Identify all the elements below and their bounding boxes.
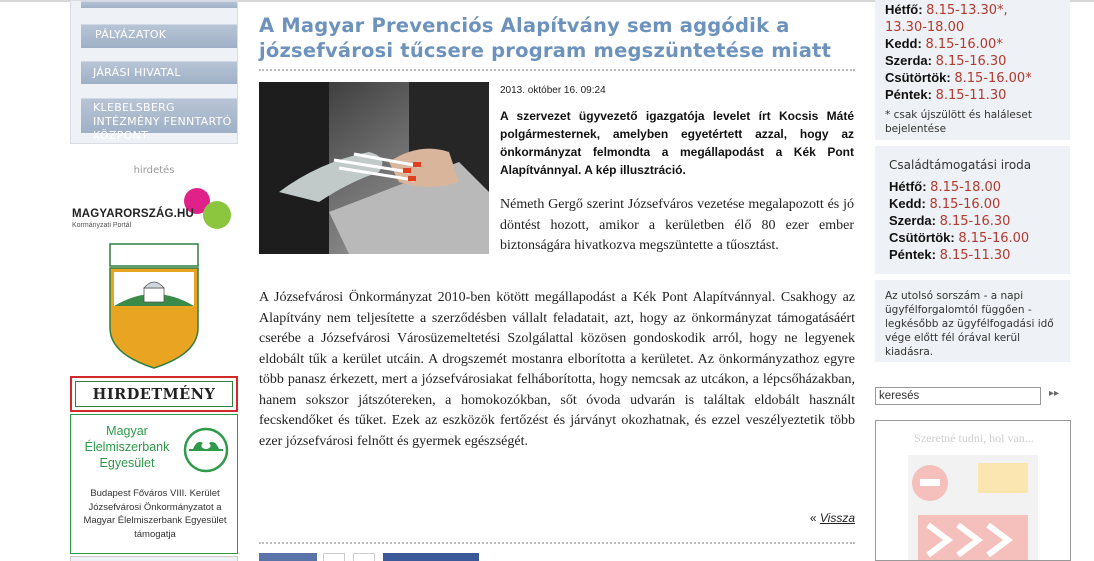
hours-time: 8.15-16.00 xyxy=(929,197,1001,212)
office-title: Családtámogatási iroda xyxy=(889,158,1032,172)
hours-day: Péntek: xyxy=(885,87,932,102)
back-link[interactable]: Vissza xyxy=(819,511,855,525)
hours-time: 13.30-18.00 xyxy=(885,20,965,35)
hours-time: 8.15-13.30*, xyxy=(926,3,1008,18)
article-lead: A szervezet ügyvezető igazgatója levelet írt Kocsis Máté polgármesternek, amelyben egyetértett azzal, hogy az önkormányzat felmondta a megállapodást a Kék Pont Alapítvánnyal. A kép illusztráció. xyxy=(500,109,854,177)
nav-item-jarasi-hivatal[interactable] xyxy=(81,61,237,84)
left-bottom-box xyxy=(70,556,238,561)
hours-time: 8.15-11.30 xyxy=(935,88,1007,103)
hours-row xyxy=(889,178,1001,196)
nav-item-ugyintezes[interactable] xyxy=(81,1,237,8)
hours-day: Csütörtök: xyxy=(885,70,951,85)
hours-row xyxy=(889,212,1010,230)
hours-row xyxy=(889,195,1000,213)
back-link-row xyxy=(810,511,855,525)
divider xyxy=(259,69,855,71)
hours-day: Hétfő: xyxy=(889,179,927,194)
ad-label: hirdetés xyxy=(133,165,175,176)
hours-day: Kedd: xyxy=(889,196,926,211)
hours-row xyxy=(885,35,1003,53)
nav-item-klebelsberg[interactable] xyxy=(81,98,237,142)
article-paragraph: A Józsefvárosi Önkormányzat 2010-ben kötött megállapodást a Kék Pont Alapítvánnyal. Csakhogy az Alapítvány nem teljesítette a szerződésben vállalt feladatait, azt, hogy az önkormányzat támogatásáért cserébe a Józsefvárosi Városüzemeltetési Szolgálattal közösen gondoskodik arról, hogy ne legyenek eldobált tűk a kerület utcáin. A drogszemét mostanra elborította a kerületet. Az önkormányzathoz egyre több panasz érkezett, mert a józsefvárosiakat felháborította, hogy nemcsak az utcákon, a lépcsőházakban, hanem sokszor játszótereken, a homokozókban, sőt óvoda udvarán is találtak eldobált használt fecskendőket és tűket. Ezek az eszközök fertőzést és járványt okozhatnak, és ezzel veszélyeztetik több ezer józsefvárosi felnőtt és gyermek egészségét. xyxy=(259,290,855,449)
foodbank-ad[interactable] xyxy=(70,414,238,554)
mohu-subtitle: Kormányzati Portál xyxy=(72,222,132,229)
hours-day: Kedd: xyxy=(885,36,922,51)
hours-day: Hétfő: xyxy=(885,2,923,17)
hours-time: 8.15-16.00* xyxy=(954,71,1032,86)
nav-item-label: PÁLYÁZATOK xyxy=(95,28,167,41)
tisztviselotelepi-crest[interactable] xyxy=(106,242,202,370)
hours-day: Péntek: xyxy=(889,247,936,262)
side-banner[interactable] xyxy=(875,420,1071,561)
hours-time: 8.15-16.00 xyxy=(958,231,1030,246)
article-photo xyxy=(259,82,489,254)
hours-time: 8.15-16.30 xyxy=(935,54,1007,69)
hours-day: Szerda: xyxy=(885,53,932,68)
foodbank-title: Magyar Élelmiszerbank Egyesület xyxy=(84,424,170,470)
foodbank-logo-icon xyxy=(183,427,229,473)
google-plus-button[interactable] xyxy=(353,553,375,561)
search-input[interactable] xyxy=(875,387,1041,405)
foodbank-description: Budapest Főváros VIII. Kerület Józsefvárosi Önkormányzatot a Magyar Élelmiszerbank Egyesület támogatja xyxy=(83,488,227,540)
family-support-office-panel xyxy=(875,146,1070,274)
hirdetmeny-label: HIRDETMÉNY xyxy=(75,381,233,407)
office-hours-panel xyxy=(875,0,1070,140)
back-arrow: « xyxy=(809,511,817,525)
article-paragraph: Németh Gergő szerint Józsefváros vezetése megalapozott és jó döntést hozott, amikor a kerületben élő 80 ezer ember biztonságára hivatkozva megszüntette a tűosztást. xyxy=(500,197,854,253)
search-button[interactable]: ▸▸ xyxy=(1049,388,1060,399)
crest-icon xyxy=(106,242,202,370)
banner-text: Szeretné tudni, hol van... xyxy=(914,431,1034,445)
recommend-button[interactable] xyxy=(383,553,479,561)
hours-row xyxy=(885,86,1006,104)
hours-day: Csütörtök: xyxy=(889,230,955,245)
nav-item-label: JÁRÁSI HIVATAL xyxy=(93,66,181,79)
nav-panel xyxy=(70,0,238,144)
syringes-photo-image xyxy=(259,82,489,254)
hours-day: Szerda: xyxy=(889,213,936,228)
hours-row xyxy=(885,18,964,36)
hours-time: 8.15-11.30 xyxy=(939,248,1011,263)
hours-time: 8.15-18.00 xyxy=(930,180,1002,195)
hours-row xyxy=(885,52,1006,70)
article-date: 2013. október 16. 09:24 xyxy=(500,85,606,96)
queue-note-panel xyxy=(875,280,1070,362)
hours-row xyxy=(889,246,1010,264)
nav-item-label xyxy=(84,1,237,2)
nav-item-label: KLEBELSBERG INTÉZMÉNY FENNTARTÓ KÖZPONT xyxy=(93,101,232,142)
mohu-ad[interactable] xyxy=(70,184,238,236)
hours-time: 8.15-16.00* xyxy=(925,37,1003,52)
road-sign-image xyxy=(908,455,1038,561)
hirdetmeny-banner[interactable] xyxy=(70,376,238,412)
hours-time: 8.15-16.30 xyxy=(939,214,1011,229)
mohu-title: MAGYARORSZÁG.HU xyxy=(72,208,195,220)
hours-row xyxy=(889,229,1029,247)
hours-note: * csak újszülött és haláleset bejelentése xyxy=(885,109,1032,135)
divider xyxy=(259,542,855,544)
share-count xyxy=(323,553,345,561)
nav-item-palyazatok[interactable] xyxy=(81,24,237,48)
queue-note: Az utolsó sorszám - a napi ügyfélforgalomtól függően - legkésőbb az ügyfélfogadási idő vége előtt fél órával kerül kiadásra. xyxy=(885,290,1054,358)
hours-row xyxy=(885,69,1032,87)
hours-row xyxy=(885,1,1008,19)
facebook-share-button[interactable] xyxy=(259,553,317,561)
article-title: A Magyar Prevenciós Alapítvány sem aggódik a józsefvárosi tűcsere program megszüntetése miatt xyxy=(259,14,832,62)
